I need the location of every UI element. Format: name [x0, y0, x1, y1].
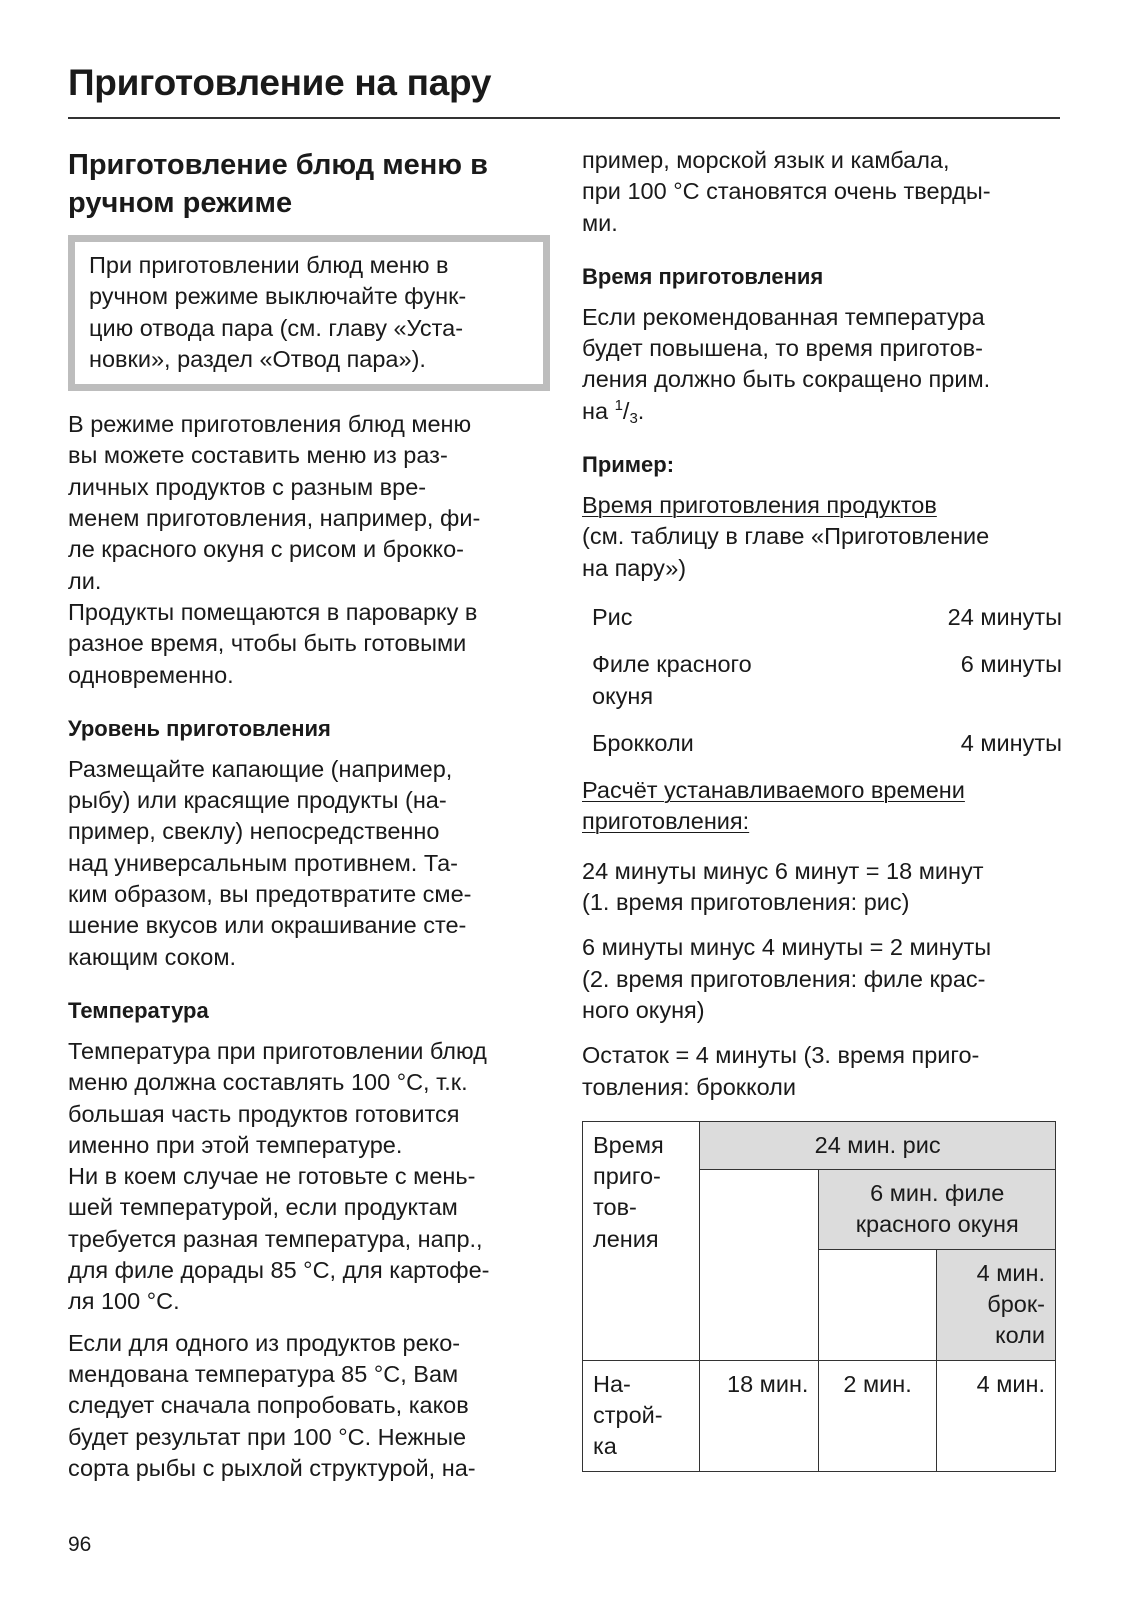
level-paragraph: Размещайте капающие (например, рыбу) или красящие продукты (на- пример, свеклу) непосредственно над универсальным противнем. Та- ким образом, вы предотвратите сме- шение вкусов или окрашивание сте- кающим соком.: [68, 755, 472, 970]
section-heading-line: ручном режиме: [68, 187, 293, 219]
notice-text: При приготовлении блюд меню в ручном режиме выключайте функ- цию отвода пара (см. главу «Уста- новки», раздел «Отвод пара»).: [89, 252, 467, 372]
right-column: [582, 145, 1062, 1472]
table-cell-empty: [819, 1249, 936, 1360]
fraction-slash: /: [622, 397, 630, 424]
cooking-times-list: [582, 602, 1062, 759]
fraction-numerator: 1: [614, 396, 623, 414]
continued-paragraph: пример, морской язык и камбала, при 100 °C становятся очень тверды- ми.: [582, 147, 991, 236]
table-cell-empty: [700, 1170, 819, 1360]
temperature-paragraph: Температура при приготовлении блюд меню должна составлять 100 °C, т.к. большая часть продуктов готовится именно при этой температуре. Ни в коем случае не готовьте с мень- шей температурой, если продуктам требуется разная температура, напр., для филе дорады 85 °C, для картофе- ля 100 °C.: [68, 1037, 490, 1315]
table-row: [583, 1360, 1056, 1471]
list-item: Брокколи 4 минуты: [592, 729, 1062, 756]
table-row: [583, 1121, 1056, 1169]
section-heading-line: Приготовление блюд меню в: [68, 149, 488, 181]
cooking-time-paragraph: Если рекомендованная температура будет повышена, то время приготов- ления должно быть сокращено прим. на $^1/_3$.: [582, 303, 991, 427]
title-divider: [68, 117, 1060, 119]
example-heading: Пример:: [582, 452, 675, 478]
table-cell-fish-span: 6 мин. филе красного окуня: [819, 1170, 1056, 1250]
calculation-step-1: 24 минуты минус 6 минут = 18 минут (1. время приготовления: рис): [582, 857, 984, 916]
notice-box: [68, 235, 550, 391]
table-row-label-setting: На- строй- ка: [583, 1360, 700, 1471]
table-cell-rice-span: 24 мин. рис: [700, 1121, 1056, 1169]
example-underlined-title: Время приготовления продуктов: [582, 492, 937, 519]
temperature-paragraph-2: Если для одного из продуктов реко- мендована температура 85 °C, Вам следует сначала попробовать, каков будет результат при 100 °C. Нежные сорта рыбы с рыхлой структурой, на-: [68, 1329, 476, 1481]
list-item: Рис 24 минуты: [592, 603, 1062, 630]
calculation-step-2: 6 минуты минус 4 минуты = 2 минуты (2. время приготовления: филе крас- ного окуня): [582, 934, 992, 1023]
level-heading: Уровень приготовления: [68, 715, 331, 741]
table-cell-setting: 18 мин.: [700, 1360, 819, 1471]
cooking-time-heading: Время приготовления: [582, 263, 824, 289]
schedule-table: [582, 1121, 1056, 1472]
list-item: Филе красного окуня 6 минуты: [592, 651, 1062, 709]
calculation-heading: Расчёт устанавливаемого времени приготовления:: [582, 777, 965, 835]
temperature-heading: Температура: [68, 997, 209, 1023]
page-number: 96: [68, 1533, 92, 1556]
table-row-label-time: Время приго- тов- ления: [583, 1121, 700, 1360]
fraction-denominator: 3: [629, 409, 638, 427]
table-cell-setting: 2 мин.: [819, 1360, 936, 1471]
section-heading: [68, 146, 550, 222]
table-cell-broccoli-span: 4 мин. брок- коли: [936, 1249, 1055, 1360]
page-title: Приготовление на пару: [68, 62, 492, 103]
table-cell-setting: 4 мин.: [936, 1360, 1055, 1471]
calculation-step-3: Остаток = 4 минуты (3. время приго- товления: брокколи: [582, 1042, 980, 1100]
intro-paragraph: В режиме приготовления блюд меню вы можете составить меню из раз- личных продуктов с разным вре- менем приготовления, например, фи- ле красного окуня с рисом и брокко- ли. Продукты помещаются в пароварку в разное время, чтобы быть готовыми одновременно.: [68, 411, 481, 688]
example-intro: Время приготовления продуктов (см. таблицу в главе «Приготовление на пару»): [582, 492, 990, 581]
left-column: [68, 146, 550, 1484]
